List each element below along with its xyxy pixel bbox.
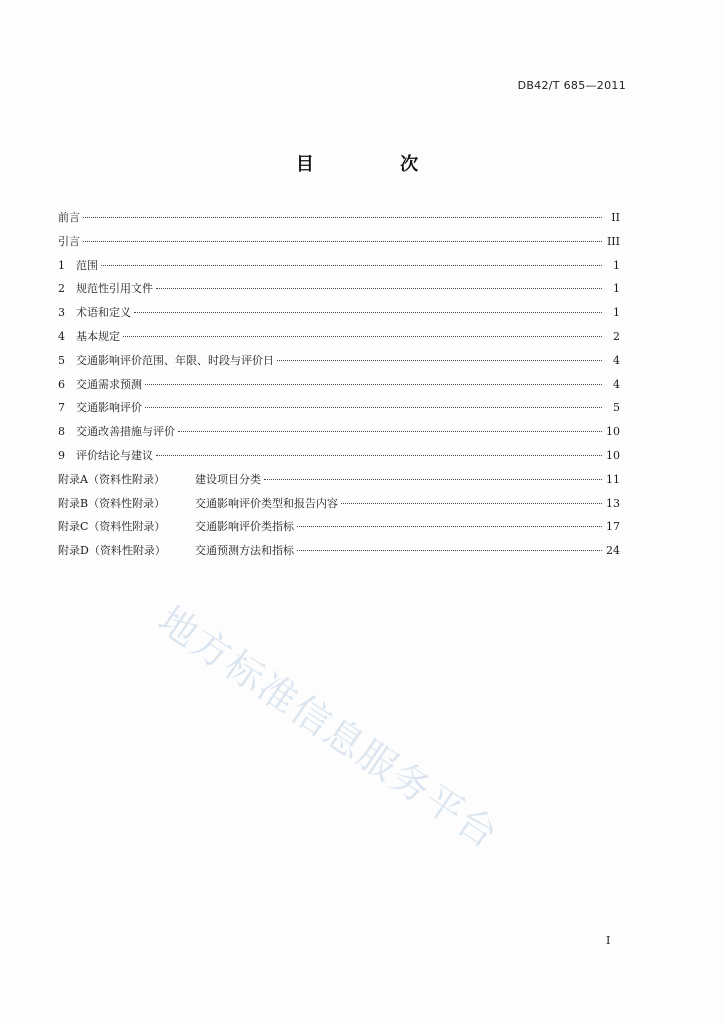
dot-leader [277,360,602,361]
toc-label: 交通影响评价范围、年限、时段与评价日 [76,353,274,367]
toc-label: 评价结论与建议 [76,448,153,462]
toc-label: 交通预测方法和指标 [195,544,294,558]
toc-label: 术语和定义 [76,306,131,320]
toc-number: 4 [58,329,65,343]
dot-leader [297,550,602,551]
toc-page-number: 4 [613,353,620,367]
toc-label: 规范性引用文件 [76,282,153,296]
toc-number: 5 [58,353,65,367]
toc-number: 7 [58,401,65,415]
dot-leader [341,503,602,504]
toc-label: 范围 [76,258,98,272]
dot-leader [101,265,602,266]
appendix-prefix: 附录B（资料性附录） [58,496,166,510]
toc-number: 6 [58,377,65,391]
toc-page-number: 5 [613,401,620,415]
toc-entry-6[interactable] [58,377,620,401]
toc-entry-foreword[interactable] [58,210,620,234]
toc-number: 2 [58,282,65,296]
toc-entry-1[interactable] [58,258,620,282]
toc-page-number: 24 [606,544,620,558]
toc-page-number: 17 [606,520,620,534]
toc-label: 交通改善措施与评价 [76,425,175,439]
toc-entry-7[interactable] [58,400,620,424]
toc-label: 建设项目分类 [195,472,261,486]
dot-leader [145,384,602,385]
table-of-contents [58,210,620,567]
toc-entry-5[interactable] [58,353,620,377]
toc-page-number: 1 [613,282,620,296]
toc-page-number: 1 [613,258,620,272]
toc-page-number: II [611,211,620,224]
toc-label: 交通影响评价 [76,401,142,415]
document-code: DB42/T 685—2011 [517,79,626,92]
toc-entry-4[interactable] [58,329,620,353]
dot-leader [134,312,602,313]
dot-leader [264,479,602,480]
toc-page-number: 4 [613,377,620,391]
toc-label: 交通影响评价类型和报告内容 [195,496,338,510]
dot-leader [297,526,602,527]
dot-leader [83,241,602,242]
toc-number: 8 [58,425,65,439]
dot-leader [145,407,602,408]
dot-leader [83,217,602,218]
dot-leader [178,431,602,432]
toc-entry-9[interactable] [58,448,620,472]
toc-entry-appendix-c[interactable] [58,519,620,543]
appendix-prefix: 附录C（资料性附录） [58,520,166,534]
toc-page-number: 11 [606,472,620,486]
toc-page-number: III [606,234,620,248]
toc-entry-8[interactable] [58,424,620,448]
dot-leader [156,455,602,456]
page-number: I [606,934,611,947]
page-title: 目 次 [295,154,459,175]
toc-page-number: 13 [606,496,620,510]
toc-label: 引言 [58,234,80,248]
toc-entry-2[interactable] [58,281,620,305]
dot-leader [123,336,602,337]
toc-label: 前言 [58,211,80,224]
toc-label: 交通需求预测 [76,377,142,391]
appendix-prefix: 附录A（资料性附录） [58,472,165,486]
toc-number: 1 [58,258,65,272]
toc-entry-appendix-b[interactable] [58,496,620,520]
toc-page-number: 10 [606,425,620,439]
toc-entry-appendix-a[interactable] [58,472,620,496]
appendix-prefix: 附录D（资料性附录） [58,544,166,558]
toc-number: 9 [58,448,65,462]
toc-page-number: 2 [613,329,620,343]
watermark: 地方标准信息服务平台 [150,597,507,858]
toc-label: 基本规定 [76,329,120,343]
toc-entry-introduction[interactable] [58,234,620,258]
toc-number: 3 [58,306,65,320]
toc-page-number: 1 [613,306,620,320]
toc-page-number: 10 [606,448,620,462]
toc-entry-appendix-d[interactable] [58,543,620,567]
toc-entry-3[interactable] [58,305,620,329]
dot-leader [156,288,602,289]
toc-label: 交通影响评价类指标 [195,520,294,534]
